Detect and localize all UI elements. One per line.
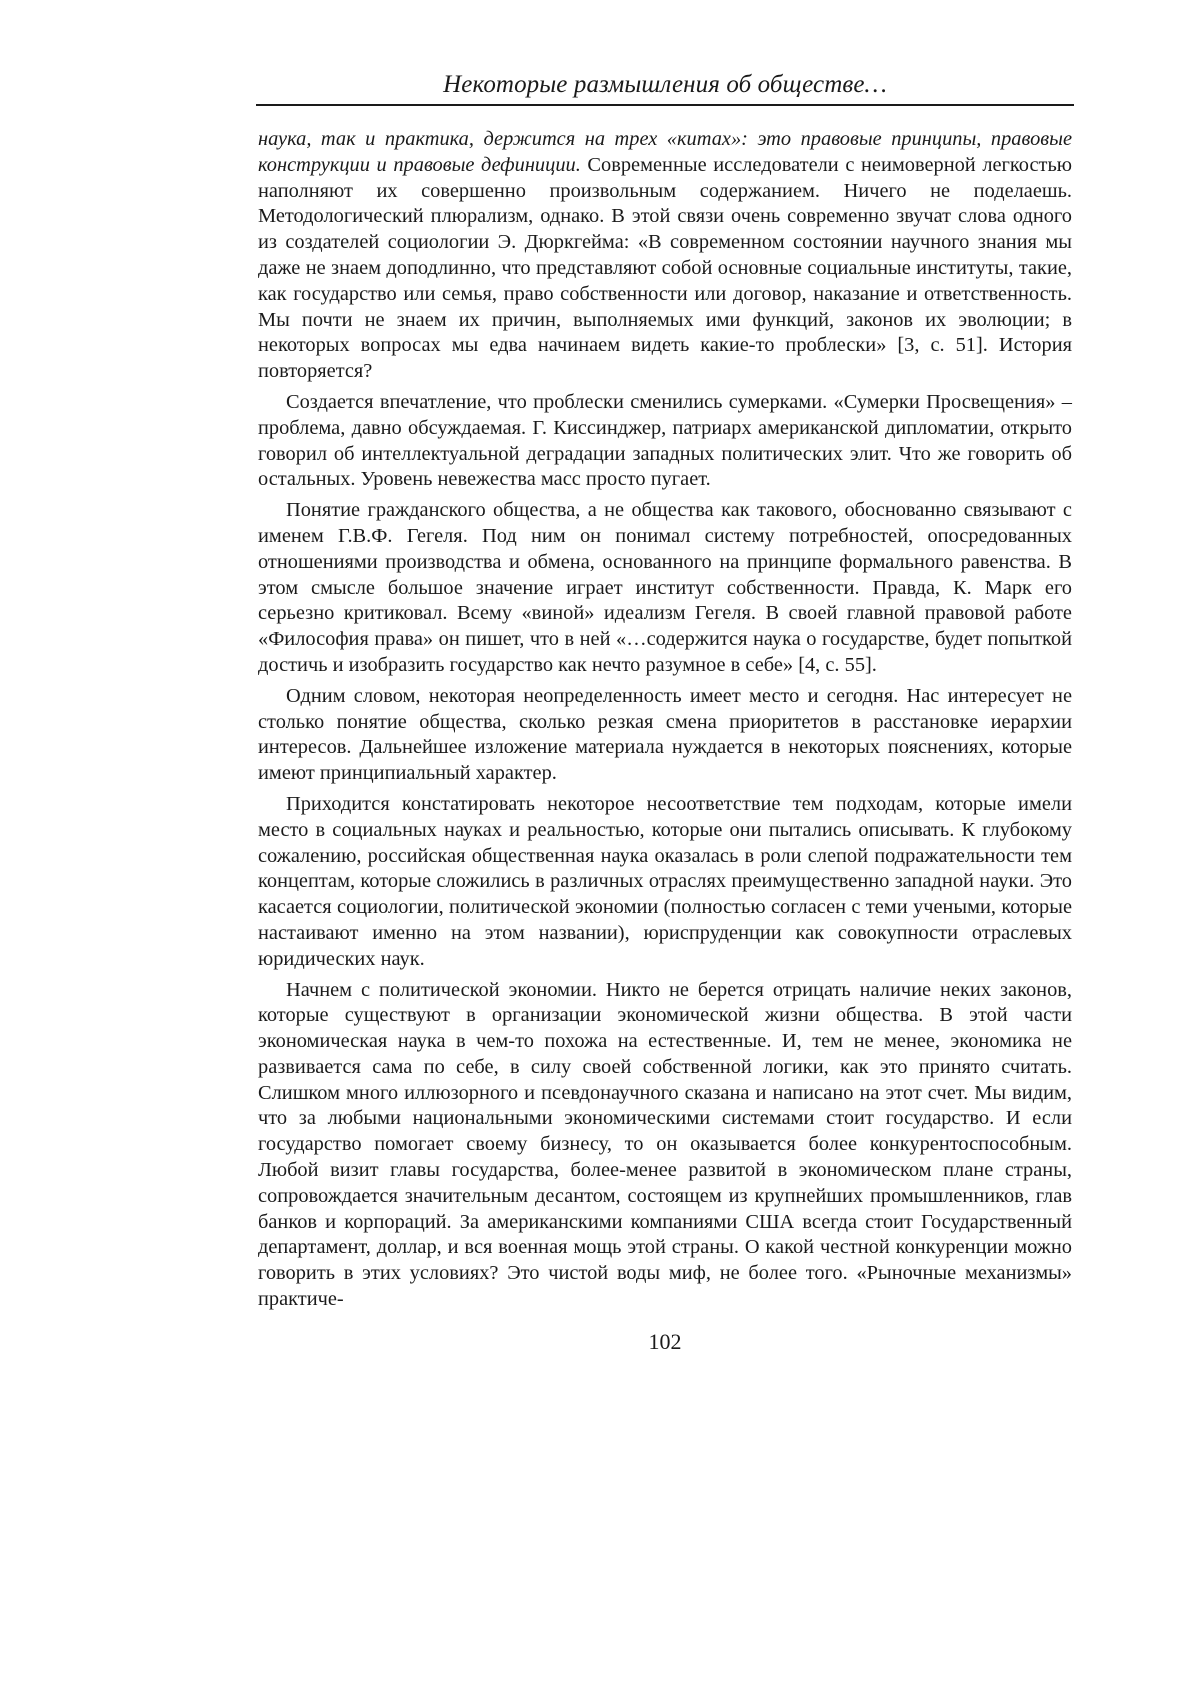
paragraph-1 xyxy=(258,127,1072,385)
paragraph-1-italic-lead: наука, так и практика, держится на трех «китах»: это правовые принципы, правовые конструкции и правовые дефиниции. xyxy=(258,128,1072,176)
running-header: Некоторые размышления об обществе… xyxy=(256,70,1074,100)
paragraph-1-text: Современные исследователи с неимоверной легкостью наполняют их совершенно произвольным содержанием. Ничего не поделаешь. Методологический плюрализм, однако. В этой связи очень современно звучат слова одного из создателей социологии Э. Дюркгейма: «В современном состоянии научного знания мы даже не знаем доподлинно, что представляют собой основные социальные институты, такие, как государство или семья, право собственности или договор, наказание и ответственность. Мы почти не знаем их причин, выполняемых ими функций, законов их эволюции; в некоторых вопросах мы едва начинаем видеть какие-то проблески» [3, с. 51]. История повторяется? xyxy=(258,154,1072,382)
body-text xyxy=(258,127,1072,1318)
paragraph-4: Одним словом, некоторая неопределенность имеет место и сегодня. Нас интересует не столько понятие общества, сколько резкая смена приоритетов в расстановке иерархии интересов. Дальнейшее изложение материала нуждается в некоторых пояснениях, которые имеют принципиальный характер. xyxy=(258,684,1072,787)
document-page xyxy=(0,0,1200,1697)
page-number: 102 xyxy=(256,1329,1074,1355)
header-divider xyxy=(256,104,1074,106)
paragraph-6: Начнем с политической экономии. Никто не берется отрицать наличие неких законов, которые существуют в организации экономической жизни общества. В этой части экономическая наука в чем-то похожа на естественные. И, тем не менее, экономика не развивается сама по себе, в силу своей собственной логики, как это принято считать. Слишком много иллюзорного и псевдонаучного сказана и написано на этот счет. Мы видим, что за любыми национальными экономическими системами стоит государство. И если государство помогает своему бизнесу, то он оказывается более конкурентоспособным. Любой визит главы государства, более-менее развитой в экономическом плане страны, сопровождается значительным десантом, состоящем из крупнейших промышленников, глав банков и корпораций. За американскими компаниями США всегда стоит Государственный департамент, доллар, и вся военная мощь этой страны. О какой честной конкуренции можно говорить в этих условиях? Это чистой воды миф, не более того. «Рыночные механизмы» практиче- xyxy=(258,978,1072,1313)
paragraph-5: Приходится констатировать некоторое несоответствие тем подходам, которые имели место в социальных науках и реальностью, которые они пытались описывать. К глубокому сожалению, российская общественная наука оказалась в роли слепой подражательности тем концептам, которые сложились в различных отраслях преимущественно западной науки. Это касается социологии, политической экономии (полностью согласен с теми учеными, которые настаивают именно на этом названии), юриспруденции как совокупности отраслевых юридических наук. xyxy=(258,792,1072,973)
paragraph-3: Понятие гражданского общества, а не общества как такового, обоснованно связывают с именем Г.В.Ф. Гегеля. Под ним он понимал систему потребностей, опосредованных отношениями производства и обмена, основанного на принципе формального равенства. В этом смысле большое значение играет институт собственности. Правда, К. Марк его серьезно критиковал. Всему «виной» идеализм Гегеля. В своей главной правовой работе «Философия права» он пишет, что в ней «…содержится наука о государстве, будет попыткой достичь и изобразить государство как нечто разумное в себе» [4, с. 55]. xyxy=(258,498,1072,679)
paragraph-2: Создается впечатление, что проблески сменились сумерками. «Сумерки Просвещения» – проблема, давно обсуждаемая. Г. Киссинджер, патриарх американской дипломатии, открыто говорил об интеллектуальной деградации западных политических элит. Что же говорить об остальных. Уровень невежества масс просто пугает. xyxy=(258,390,1072,493)
